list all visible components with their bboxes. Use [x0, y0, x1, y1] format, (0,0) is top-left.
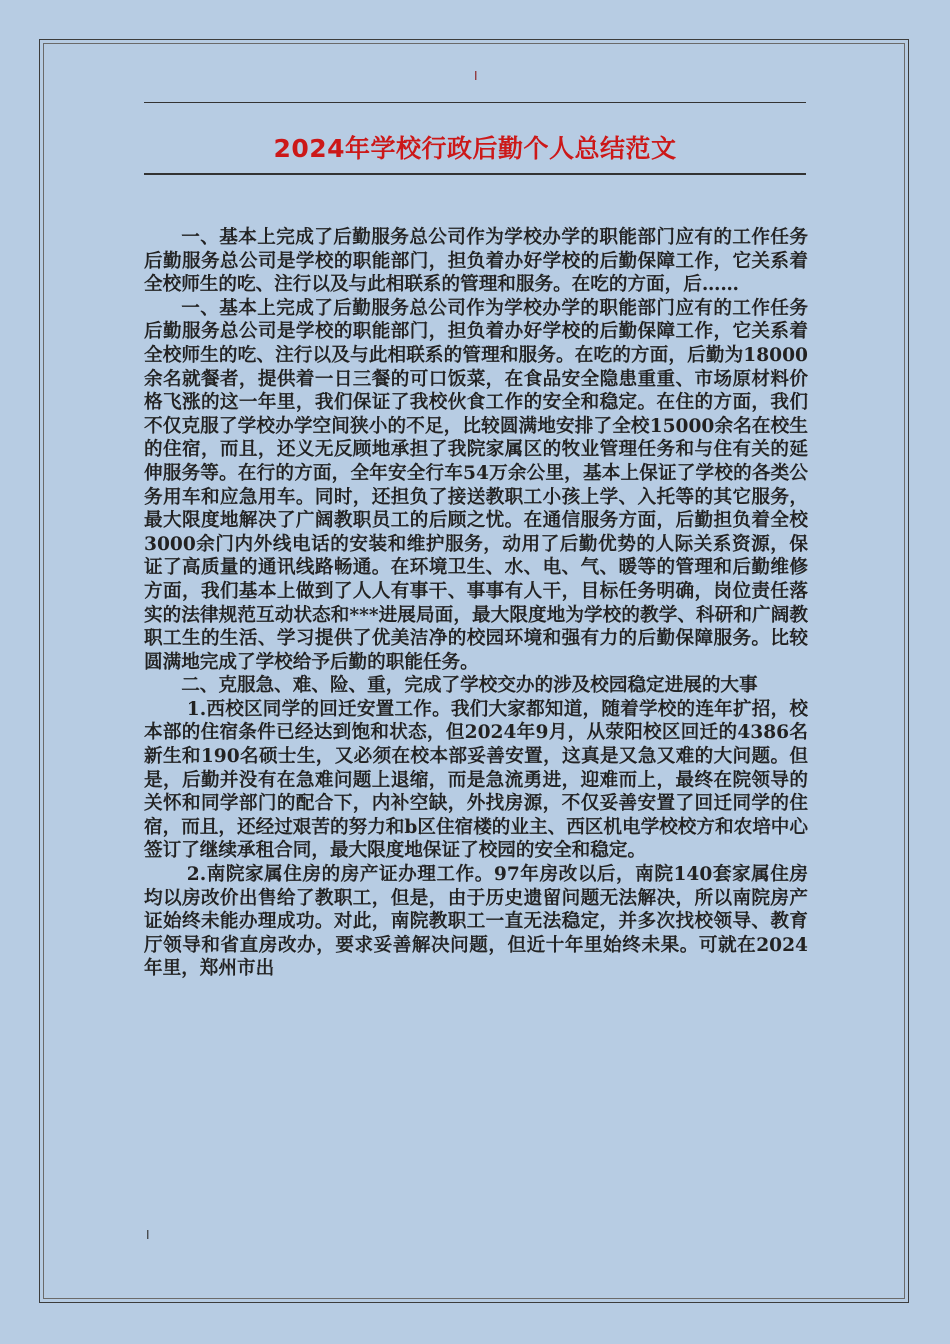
paragraph: 1.西校区同学的回迁安置工作。我们大家都知道，随着学校的连年扩招，校本部的住宿条件已经达到饱和状态，但2024年9月，从荥阳校区回迁的4386名新生和190名硕士生，又必须在校本部妥善安置，这真是又急又难的大问题。但是，后勤并没有在急难问题上退缩，而是急流勇进，迎难而上，最终在院领导的关怀和同学部门的配合下，内补空缺，外找房源，不仅妥善安置了回迁同学的住宿，而且，还经过艰苦的努力和b区住宿楼的业主、西区机电学校校方和农培中心签订了继续承租合同，最大限度地保证了校园的安全和稳定。	[144, 698, 808, 862]
document-body	[144, 226, 808, 981]
paragraph: 一、基本上完成了后勤服务总公司作为学校办学的职能部门应有的工作任务 后勤服务总公司是学校的职能部门，担负着办好学校的后勤保障工作，它关系着全校师生的吃、注行以及与此相联系的管理和服务。在吃的方面，后……	[144, 227, 808, 296]
paragraph: 2.南院家属住房的房产证办理工作。97年房改以后，南院140套家属住房均以房改价出售给了教职工，但是，由于历史遗留问题无法解决，所以南院房产证始终未能办理成功。对此，南院教职工一直无法稳定，并多次找校领导、教育厅领导和省直房改办，要求妥善解决问题，但近十年里始终未果。可就在2024年里，郑州市出	[144, 864, 808, 980]
header-rule	[144, 102, 806, 103]
paragraph: 一、基本上完成了后勤服务总公司作为学校办学的职能部门应有的工作任务 后勤服务总公司是学校的职能部门，担负着办好学校的后勤保障工作，它关系着全校师生的吃、注行以及与此相联系的管理和服务。在吃的方面，后勤为18000余名就餐者，提供着一日三餐的可口饭菜，在食品安全隐患重重、市场原材料价格飞涨的这一年里，我们保证了我校伙食工作的安全和稳定。在住的方面，我们不仅克服了学校办学空间狭小的不足，比较圆满地安排了全校15000余名在校生的住宿，而且，还义无反顾地承担了我院家属区的牧业管理任务和与住有关的延伸服务等。在行的方面，全年安全行车54万余公里，基本上保证了学校的各类公务用车和应急用车。同时，还担负了接送教职工小孩上学、入托等的其它服务，最大限度地解决了广阔教职员工的后顾之忧。在通信服务方面，后勤担负着全校3000余门内外线电话的安装和维护服务，动用了后勤优势的人际关系资源，保证了高质量的通讯线路畅通。在环境卫生、水、电、气、暖等的管理和后勤维修方面，我们基本上做到了人人有事干、事事有人干，目标任务明确，岗位责任落实的法律规范互动状态和***进展局面，最大限度地为学校的教学、科研和广阔教职工生的生活、学习提供了优美洁净的校园环境和强有力的后勤保障服务。比较圆满地完成了学校给予后勤的职能任务。	[144, 297, 808, 673]
header-mark: I	[474, 69, 478, 83]
footer-mark: I	[146, 1228, 150, 1242]
document-title: 2024年学校行政后勤个人总结范文	[273, 134, 677, 163]
paragraph: 二、克服急、难、险、重，完成了学校交办的涉及校园稳定进展的大事	[181, 675, 758, 697]
title-rule	[144, 173, 806, 175]
